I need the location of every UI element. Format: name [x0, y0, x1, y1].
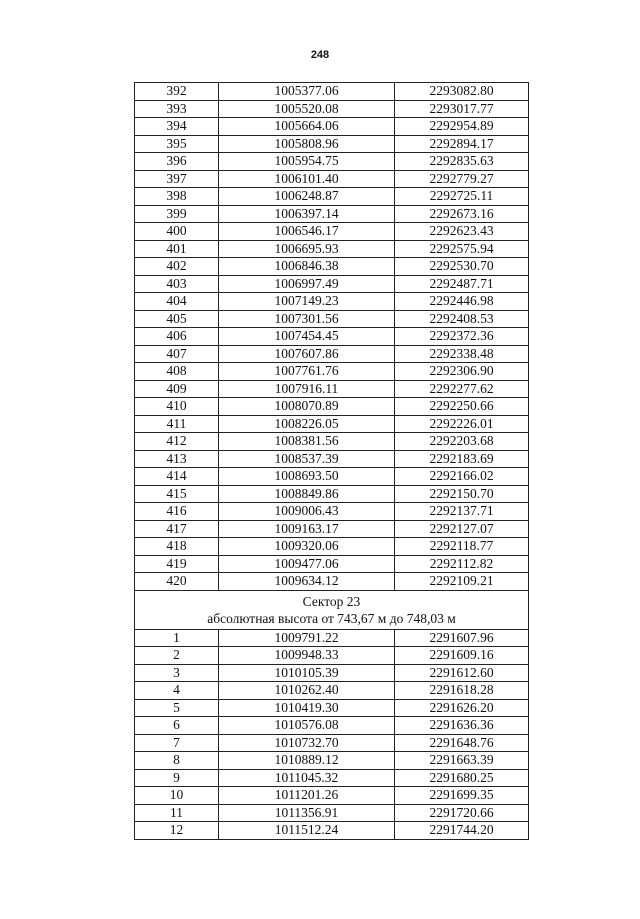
- sector-title: Сектор 23: [302, 593, 361, 609]
- table-row: [135, 468, 529, 486]
- coordinates-table: [134, 82, 529, 840]
- y-coordinate-cell: 2291607.96: [395, 629, 529, 647]
- x-coordinate-cell: 1006248.87: [219, 188, 395, 206]
- point-number-cell: 3: [135, 664, 219, 682]
- x-coordinate-cell: 1009948.33: [219, 647, 395, 665]
- table-row: [135, 415, 529, 433]
- point-number-cell: 9: [135, 769, 219, 787]
- y-coordinate-cell: 2292183.69: [395, 450, 529, 468]
- x-coordinate-cell: 1008381.56: [219, 433, 395, 451]
- y-coordinate-cell: 2292673.16: [395, 205, 529, 223]
- x-coordinate-cell: 1008693.50: [219, 468, 395, 486]
- table-row: [135, 503, 529, 521]
- x-coordinate-cell: 1006997.49: [219, 275, 395, 293]
- table-row: [135, 769, 529, 787]
- y-coordinate-cell: 2292446.98: [395, 293, 529, 311]
- y-coordinate-cell: 2292250.66: [395, 398, 529, 416]
- table-row: [135, 520, 529, 538]
- x-coordinate-cell: 1006695.93: [219, 240, 395, 258]
- point-number-cell: 404: [135, 293, 219, 311]
- y-coordinate-cell: 2292835.63: [395, 153, 529, 171]
- table-row: [135, 699, 529, 717]
- y-coordinate-cell: 2291648.76: [395, 734, 529, 752]
- x-coordinate-cell: 1010419.30: [219, 699, 395, 717]
- y-coordinate-cell: 2292338.48: [395, 345, 529, 363]
- y-coordinate-cell: 2292779.27: [395, 170, 529, 188]
- y-coordinate-cell: 2293017.77: [395, 100, 529, 118]
- table-body-before: [135, 83, 529, 591]
- x-coordinate-cell: 1009163.17: [219, 520, 395, 538]
- x-coordinate-cell: 1010732.70: [219, 734, 395, 752]
- y-coordinate-cell: 2292118.77: [395, 538, 529, 556]
- table-row: [135, 734, 529, 752]
- table-row: [135, 205, 529, 223]
- table-row: [135, 328, 529, 346]
- table-body-after: [135, 629, 529, 839]
- table-row: [135, 380, 529, 398]
- y-coordinate-cell: 2291612.60: [395, 664, 529, 682]
- x-coordinate-cell: 1007149.23: [219, 293, 395, 311]
- table-row: [135, 450, 529, 468]
- point-number-cell: 8: [135, 752, 219, 770]
- table-row: [135, 555, 529, 573]
- y-coordinate-cell: 2292575.94: [395, 240, 529, 258]
- y-coordinate-cell: 2292127.07: [395, 520, 529, 538]
- x-coordinate-cell: 1009791.22: [219, 629, 395, 647]
- table-row: [135, 135, 529, 153]
- x-coordinate-cell: 1011356.91: [219, 804, 395, 822]
- table-row: [135, 664, 529, 682]
- point-number-cell: 4: [135, 682, 219, 700]
- point-number-cell: 12: [135, 822, 219, 840]
- x-coordinate-cell: 1010889.12: [219, 752, 395, 770]
- point-number-cell: 2: [135, 647, 219, 665]
- point-number-cell: 395: [135, 135, 219, 153]
- x-coordinate-cell: 1008070.89: [219, 398, 395, 416]
- x-coordinate-cell: 1007607.86: [219, 345, 395, 363]
- table-row: [135, 822, 529, 840]
- point-number-cell: 407: [135, 345, 219, 363]
- sector-header-body: [135, 590, 529, 629]
- x-coordinate-cell: 1008537.39: [219, 450, 395, 468]
- table-row: [135, 717, 529, 735]
- point-number-cell: 399: [135, 205, 219, 223]
- point-number-cell: 5: [135, 699, 219, 717]
- point-number-cell: 418: [135, 538, 219, 556]
- table-row: [135, 240, 529, 258]
- x-coordinate-cell: 1009006.43: [219, 503, 395, 521]
- point-number-cell: 415: [135, 485, 219, 503]
- x-coordinate-cell: 1010105.39: [219, 664, 395, 682]
- point-number-cell: 413: [135, 450, 219, 468]
- point-number-cell: 403: [135, 275, 219, 293]
- table-row: [135, 398, 529, 416]
- table-row: [135, 310, 529, 328]
- x-coordinate-cell: 1011512.24: [219, 822, 395, 840]
- y-coordinate-cell: 2291699.35: [395, 787, 529, 805]
- table-row: [135, 538, 529, 556]
- point-number-cell: 393: [135, 100, 219, 118]
- point-number-cell: 7: [135, 734, 219, 752]
- x-coordinate-cell: 1009320.06: [219, 538, 395, 556]
- y-coordinate-cell: 2291609.16: [395, 647, 529, 665]
- point-number-cell: 402: [135, 258, 219, 276]
- y-coordinate-cell: 2292954.89: [395, 118, 529, 136]
- point-number-cell: 392: [135, 83, 219, 101]
- y-coordinate-cell: 2292725.11: [395, 188, 529, 206]
- point-number-cell: 412: [135, 433, 219, 451]
- x-coordinate-cell: 1007454.45: [219, 328, 395, 346]
- point-number-cell: 398: [135, 188, 219, 206]
- point-number-cell: 408: [135, 363, 219, 381]
- table-row: [135, 752, 529, 770]
- x-coordinate-cell: 1007916.11: [219, 380, 395, 398]
- table-row: [135, 223, 529, 241]
- y-coordinate-cell: 2291618.28: [395, 682, 529, 700]
- y-coordinate-cell: 2291636.36: [395, 717, 529, 735]
- table-row: [135, 345, 529, 363]
- y-coordinate-cell: 2292137.71: [395, 503, 529, 521]
- table-row: [135, 170, 529, 188]
- x-coordinate-cell: 1006546.17: [219, 223, 395, 241]
- point-number-cell: 6: [135, 717, 219, 735]
- point-number-cell: 417: [135, 520, 219, 538]
- x-coordinate-cell: 1005520.08: [219, 100, 395, 118]
- x-coordinate-cell: 1009634.12: [219, 573, 395, 591]
- point-number-cell: 1: [135, 629, 219, 647]
- point-number-cell: 11: [135, 804, 219, 822]
- point-number-cell: 409: [135, 380, 219, 398]
- x-coordinate-cell: 1007301.56: [219, 310, 395, 328]
- point-number-cell: 397: [135, 170, 219, 188]
- point-number-cell: 420: [135, 573, 219, 591]
- y-coordinate-cell: 2292306.90: [395, 363, 529, 381]
- x-coordinate-cell: 1010262.40: [219, 682, 395, 700]
- table-row: [135, 83, 529, 101]
- y-coordinate-cell: 2291744.20: [395, 822, 529, 840]
- y-coordinate-cell: 2293082.80: [395, 83, 529, 101]
- table-row: [135, 573, 529, 591]
- sector-header-row: [135, 590, 529, 629]
- y-coordinate-cell: 2291626.20: [395, 699, 529, 717]
- table-row: [135, 629, 529, 647]
- point-number-cell: 411: [135, 415, 219, 433]
- table-row: [135, 647, 529, 665]
- point-number-cell: 405: [135, 310, 219, 328]
- point-number-cell: 406: [135, 328, 219, 346]
- table-row: [135, 188, 529, 206]
- y-coordinate-cell: 2292226.01: [395, 415, 529, 433]
- sector-header-cell: [135, 590, 529, 629]
- y-coordinate-cell: 2292109.21: [395, 573, 529, 591]
- x-coordinate-cell: 1009477.06: [219, 555, 395, 573]
- y-coordinate-cell: 2292487.71: [395, 275, 529, 293]
- table-row: [135, 118, 529, 136]
- x-coordinate-cell: 1006101.40: [219, 170, 395, 188]
- table-row: [135, 275, 529, 293]
- table-row: [135, 293, 529, 311]
- y-coordinate-cell: 2292623.43: [395, 223, 529, 241]
- y-coordinate-cell: 2291680.25: [395, 769, 529, 787]
- x-coordinate-cell: 1011201.26: [219, 787, 395, 805]
- y-coordinate-cell: 2292530.70: [395, 258, 529, 276]
- point-number-cell: 396: [135, 153, 219, 171]
- point-number-cell: 416: [135, 503, 219, 521]
- point-number-cell: 410: [135, 398, 219, 416]
- table-row: [135, 100, 529, 118]
- x-coordinate-cell: 1011045.32: [219, 769, 395, 787]
- y-coordinate-cell: 2292166.02: [395, 468, 529, 486]
- table-row: [135, 433, 529, 451]
- table-row: [135, 485, 529, 503]
- y-coordinate-cell: 2291720.66: [395, 804, 529, 822]
- table-row: [135, 258, 529, 276]
- y-coordinate-cell: 2292203.68: [395, 433, 529, 451]
- x-coordinate-cell: 1005954.75: [219, 153, 395, 171]
- table-row: [135, 787, 529, 805]
- point-number-cell: 400: [135, 223, 219, 241]
- table-row: [135, 804, 529, 822]
- table-row: [135, 363, 529, 381]
- y-coordinate-cell: 2292408.53: [395, 310, 529, 328]
- x-coordinate-cell: 1005808.96: [219, 135, 395, 153]
- y-coordinate-cell: 2292894.17: [395, 135, 529, 153]
- y-coordinate-cell: 2291663.39: [395, 752, 529, 770]
- point-number-cell: 419: [135, 555, 219, 573]
- point-number-cell: 414: [135, 468, 219, 486]
- x-coordinate-cell: 1010576.08: [219, 717, 395, 735]
- page-number: 248: [310, 49, 330, 61]
- y-coordinate-cell: 2292277.62: [395, 380, 529, 398]
- table-row: [135, 682, 529, 700]
- x-coordinate-cell: 1005664.06: [219, 118, 395, 136]
- y-coordinate-cell: 2292112.82: [395, 555, 529, 573]
- y-coordinate-cell: 2292150.70: [395, 485, 529, 503]
- x-coordinate-cell: 1008226.05: [219, 415, 395, 433]
- y-coordinate-cell: 2292372.36: [395, 328, 529, 346]
- x-coordinate-cell: 1007761.76: [219, 363, 395, 381]
- x-coordinate-cell: 1005377.06: [219, 83, 395, 101]
- point-number-cell: 401: [135, 240, 219, 258]
- x-coordinate-cell: 1006846.38: [219, 258, 395, 276]
- x-coordinate-cell: 1006397.14: [219, 205, 395, 223]
- point-number-cell: 10: [135, 787, 219, 805]
- table-row: [135, 153, 529, 171]
- sector-altitude: абсолютная высота от 743,67 м до 748,03 м: [207, 610, 456, 626]
- point-number-cell: 394: [135, 118, 219, 136]
- x-coordinate-cell: 1008849.86: [219, 485, 395, 503]
